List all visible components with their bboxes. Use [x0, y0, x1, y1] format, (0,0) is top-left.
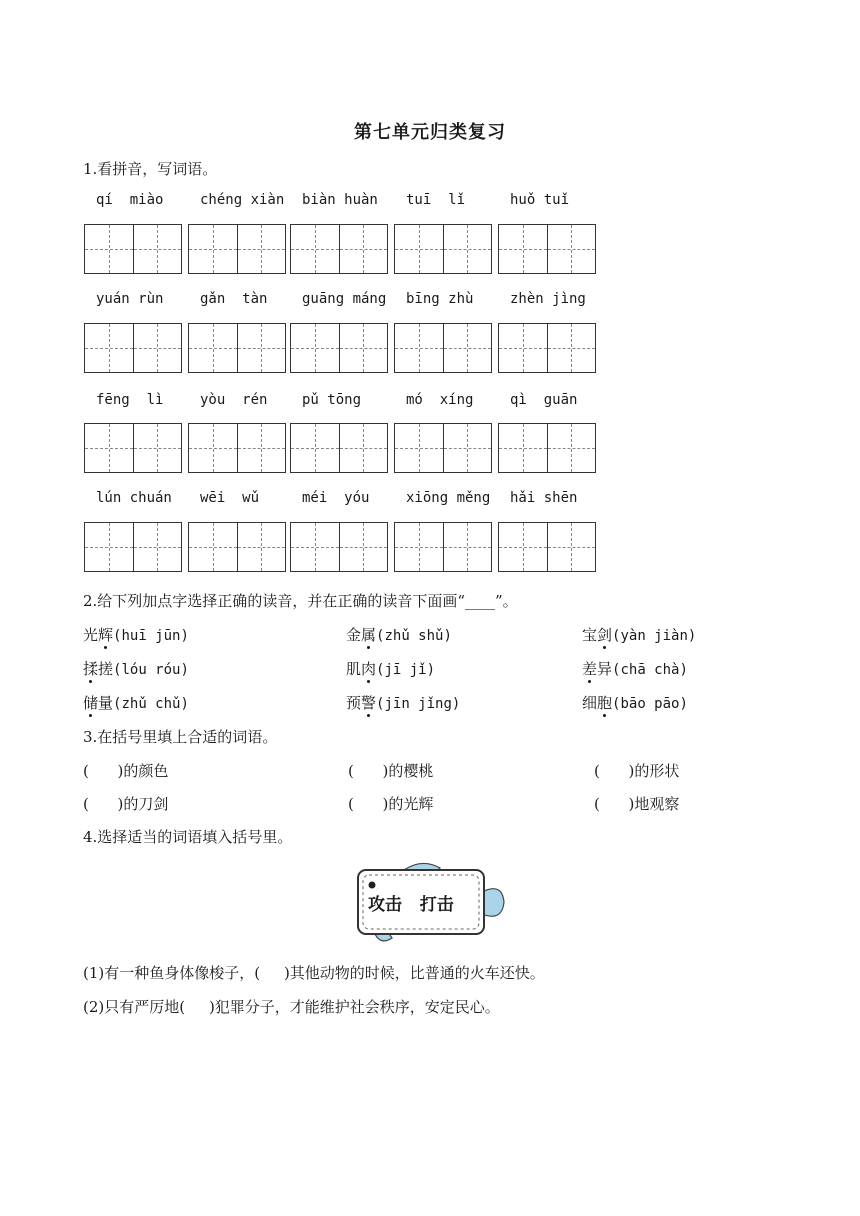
- writing-grid[interactable]: [394, 423, 492, 473]
- page-title: 第七单元归类复习: [354, 122, 506, 143]
- pinyin-label: biàn huàn: [302, 192, 378, 208]
- pinyin-options[interactable]: (zhǔ shǔ): [376, 628, 452, 644]
- grid-cell[interactable]: [85, 324, 133, 372]
- pinyin-label: guāng máng: [302, 291, 387, 307]
- pronunciation-item: [346, 692, 460, 713]
- pronunciation-item: [582, 658, 688, 679]
- pinyin-options[interactable]: (lóu róu): [113, 662, 189, 678]
- pinyin-options[interactable]: (bāo pāo): [612, 696, 688, 712]
- grid-cell[interactable]: [85, 424, 133, 472]
- writing-grid[interactable]: [498, 323, 596, 373]
- grid-cell[interactable]: [85, 225, 133, 273]
- pinyin-label: yuán rùn: [96, 291, 164, 307]
- writing-grid[interactable]: [84, 423, 182, 473]
- fill-blank-item[interactable]: ( )的樱桃: [348, 762, 434, 780]
- grid-cell[interactable]: [237, 523, 286, 571]
- pinyin-options[interactable]: (zhǔ chǔ): [113, 696, 189, 712]
- pinyin-options[interactable]: (jī jǐ): [376, 662, 436, 678]
- writing-grid[interactable]: [188, 522, 286, 572]
- writing-grid[interactable]: [84, 323, 182, 373]
- grid-cell[interactable]: [547, 523, 596, 571]
- grid-cell[interactable]: [237, 324, 286, 372]
- word-choices: 攻击 打击: [368, 895, 454, 915]
- pinyin-label: chéng xiàn: [200, 192, 285, 208]
- grid-cell[interactable]: [339, 324, 388, 372]
- grid-cell[interactable]: [189, 225, 237, 273]
- text: 细: [582, 694, 598, 712]
- grid-cell[interactable]: [291, 523, 339, 571]
- dotted-character: 辉: [98, 626, 114, 644]
- grid-cell[interactable]: [443, 424, 492, 472]
- grid-cell[interactable]: [237, 225, 286, 273]
- writing-grid[interactable]: [188, 323, 286, 373]
- grid-cell[interactable]: [133, 324, 182, 372]
- fish-word-card: [352, 860, 508, 946]
- grid-cell[interactable]: [339, 523, 388, 571]
- writing-grid[interactable]: [290, 423, 388, 473]
- text: 肌: [346, 660, 362, 678]
- grid-cell[interactable]: [133, 523, 182, 571]
- fill-blank-item[interactable]: ( )的形状: [594, 762, 680, 780]
- dotted-character: 肉: [361, 660, 377, 678]
- text: 预: [346, 694, 362, 712]
- question-4-heading: 4.选择适当的词语填入括号里。: [83, 828, 293, 846]
- pinyin-label: tuī lǐ: [406, 192, 466, 208]
- grid-cell[interactable]: [395, 225, 443, 273]
- grid-cell[interactable]: [237, 424, 286, 472]
- text: 光: [83, 626, 99, 644]
- pinyin-label: hǎi shēn: [510, 490, 578, 506]
- grid-cell[interactable]: [133, 424, 182, 472]
- question-3-heading: 3.在括号里填上合适的词语。: [83, 728, 278, 746]
- pinyin-label: fēng lì: [96, 392, 164, 408]
- grid-cell[interactable]: [339, 424, 388, 472]
- fill-blank-item[interactable]: ( )的光辉: [348, 795, 434, 813]
- dotted-character: 储: [83, 694, 99, 712]
- grid-cell[interactable]: [85, 523, 133, 571]
- dotted-character: 属: [361, 626, 377, 644]
- pinyin-options[interactable]: (jīn jǐng): [376, 696, 461, 712]
- dotted-character: 剑: [597, 626, 613, 644]
- writing-grid[interactable]: [498, 423, 596, 473]
- writing-grid[interactable]: [84, 224, 182, 274]
- pinyin-options[interactable]: (huī jūn): [113, 628, 189, 644]
- pronunciation-item: [83, 692, 189, 713]
- writing-grid[interactable]: [290, 323, 388, 373]
- pinyin-label: mó xíng: [406, 392, 474, 408]
- grid-cell[interactable]: [339, 225, 388, 273]
- grid-cell[interactable]: [395, 523, 443, 571]
- grid-cell[interactable]: [395, 324, 443, 372]
- grid-cell[interactable]: [443, 324, 492, 372]
- pinyin-label: huǒ tuǐ: [510, 192, 570, 208]
- sentence-2: (2)只有严厉地( )犯罪分子，才能维护社会秩序，安定民心。: [83, 998, 500, 1016]
- pinyin-options[interactable]: (yàn jiàn): [612, 628, 697, 644]
- writing-grid[interactable]: [188, 423, 286, 473]
- pinyin-label: pǔ tōng: [302, 392, 362, 408]
- grid-cell[interactable]: [395, 424, 443, 472]
- writing-grid[interactable]: [394, 522, 492, 572]
- pronunciation-item: [582, 624, 696, 645]
- pinyin-options[interactable]: (chā chà): [612, 662, 688, 678]
- pronunciation-item: [582, 692, 688, 713]
- pinyin-label: méi yóu: [302, 490, 370, 506]
- pinyin-label: qì guān: [510, 392, 578, 408]
- writing-grid[interactable]: [84, 522, 182, 572]
- grid-cell[interactable]: [499, 324, 547, 372]
- grid-cell[interactable]: [189, 424, 237, 472]
- dotted-character: 揉: [83, 660, 99, 678]
- writing-grid[interactable]: [188, 224, 286, 274]
- writing-grid[interactable]: [394, 323, 492, 373]
- grid-cell[interactable]: [291, 225, 339, 273]
- pinyin-label: xiōng měng: [406, 490, 491, 506]
- dotted-character: 差: [582, 660, 598, 678]
- grid-cell[interactable]: [547, 424, 596, 472]
- grid-cell[interactable]: [189, 324, 237, 372]
- text: 搓: [98, 660, 114, 678]
- writing-grid[interactable]: [290, 224, 388, 274]
- grid-cell[interactable]: [499, 523, 547, 571]
- pronunciation-item: [83, 624, 189, 645]
- grid-cell[interactable]: [443, 523, 492, 571]
- fill-blank-item[interactable]: ( )的刀剑: [83, 795, 169, 813]
- pinyin-label: zhèn jìng: [510, 291, 586, 307]
- pronunciation-item: [346, 658, 435, 679]
- grid-cell[interactable]: [291, 424, 339, 472]
- pronunciation-item: [346, 624, 452, 645]
- text: 金: [346, 626, 362, 644]
- pinyin-label: wēi wǔ: [200, 490, 260, 506]
- fill-blank-item[interactable]: ( )地观察: [594, 795, 680, 813]
- dotted-character: 胞: [597, 694, 613, 712]
- text: 宝: [582, 626, 598, 644]
- text: 异: [597, 660, 613, 678]
- writing-grid[interactable]: [394, 224, 492, 274]
- pinyin-label: bīng zhù: [406, 291, 474, 307]
- dotted-character: 警: [361, 694, 377, 712]
- pinyin-label: qí miào: [96, 192, 164, 208]
- grid-cell[interactable]: [133, 225, 182, 273]
- writing-grid[interactable]: [498, 224, 596, 274]
- question-1-heading: 1.看拼音，写词语。: [83, 160, 218, 178]
- grid-cell[interactable]: [443, 225, 492, 273]
- pronunciation-item: [83, 658, 189, 679]
- pinyin-label: gǎn tàn: [200, 291, 268, 307]
- grid-cell[interactable]: [547, 324, 596, 372]
- writing-grid[interactable]: [290, 522, 388, 572]
- grid-cell[interactable]: [291, 324, 339, 372]
- writing-grid[interactable]: [498, 522, 596, 572]
- pinyin-label: lún chuán: [96, 490, 172, 506]
- grid-cell[interactable]: [189, 523, 237, 571]
- pinyin-label: yòu rén: [200, 392, 268, 408]
- grid-cell[interactable]: [499, 424, 547, 472]
- text: 量: [98, 694, 114, 712]
- grid-cell[interactable]: [499, 225, 547, 273]
- sentence-1: (1)有一种鱼身体像梭子，( )其他动物的时候，比普通的火车还快。: [83, 964, 545, 982]
- fill-blank-item[interactable]: ( )的颜色: [83, 762, 169, 780]
- question-2-heading: 2.给下列加点字选择正确的读音，并在正确的读音下面画“____”。: [83, 592, 518, 610]
- grid-cell[interactable]: [547, 225, 596, 273]
